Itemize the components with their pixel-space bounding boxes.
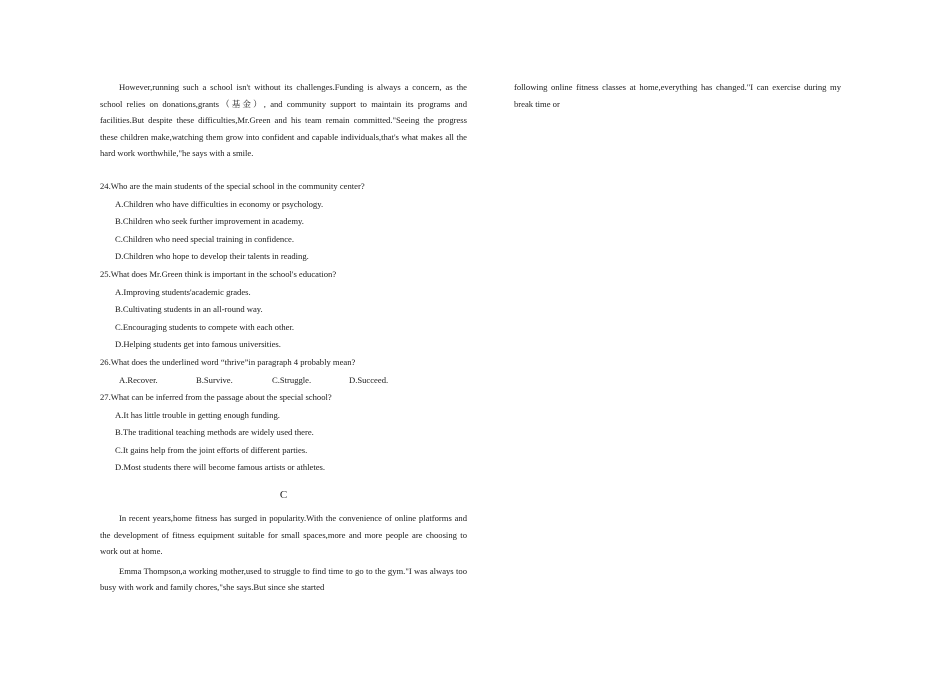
question-26-option-a: A.Recover. bbox=[119, 374, 158, 385]
continuation-paragraph: following online fitness classes at home,everything has changed."I can exercise during my break time or bbox=[514, 82, 841, 109]
section-c-paragraph-2: Emma Thompson,a working mother,used to struggle to find time to go to the gym."I was always too busy with work and family chores,"she says.But since she started bbox=[100, 565, 467, 593]
question-27-option-b: B.The traditional teaching methods are widely used there. bbox=[115, 427, 314, 438]
question-24-option-a: A.Children who have difficulties in economy or psychology. bbox=[115, 198, 324, 209]
section-heading: C bbox=[279, 489, 288, 502]
right-column bbox=[514, 79, 841, 112]
left-column bbox=[100, 79, 467, 596]
question-24-option-d: D.Children who hope to develop their talents in reading. bbox=[115, 251, 309, 262]
question-26-option-b: B.Survive. bbox=[196, 374, 233, 385]
question-27-option-d: D.Most students there will become famous artists or athletes. bbox=[115, 462, 326, 473]
question-25-option-b: B.Cultivating students in an all-round way. bbox=[115, 304, 263, 315]
question-24-option-c: C.Children who need special training in confidence. bbox=[115, 233, 294, 244]
section-c-paragraph-1: In recent years,home fitness has surged in popularity.With the convenience of online platforms and the development of fitness equipment suitable for small spaces,more and more people are choosing to work out at home. bbox=[100, 513, 467, 557]
question-26-options bbox=[100, 372, 467, 390]
question-24-option-b: B.Children who seek further improvement in academy. bbox=[115, 216, 304, 227]
question-25-option-a: A.Improving students'academic grades. bbox=[115, 286, 251, 297]
question-25-stem: 25.What does Mr.Green think is important in the school's education? bbox=[100, 268, 337, 279]
question-26-stem: 26.What does the underlined word “thrive”in paragraph 4 probably mean? bbox=[100, 356, 356, 367]
question-25-option-d: D.Helping students get into famous universities. bbox=[115, 339, 281, 350]
question-27-stem: 27.What can be inferred from the passage about the special school? bbox=[100, 392, 332, 403]
question-24-stem: 24.Who are the main students of the special school in the community center? bbox=[100, 180, 365, 191]
question-27-option-c: C.It gains help from the joint efforts of different parties. bbox=[115, 444, 308, 455]
spacer bbox=[100, 162, 467, 178]
question-26-option-d: D.Succeed. bbox=[349, 374, 389, 385]
question-26-option-c: C.Struggle. bbox=[272, 374, 312, 385]
question-25-option-c: C.Encouraging students to compete with each other. bbox=[115, 321, 294, 332]
intro-paragraph: However,running such a school isn't without its challenges.Funding is always a concern, as the school relies on donations,grants（基金）, and community support to maintain its programs and facilities.But despite these difficulties,Mr.Green and his team remain committed."Seeing the progress these children make,watching them grow into confident and capable individuals,that's what makes all the hard work worthwhile,"he says with a smile. bbox=[100, 82, 467, 159]
question-27-option-a: A.It has little trouble in getting enough funding. bbox=[115, 409, 280, 420]
